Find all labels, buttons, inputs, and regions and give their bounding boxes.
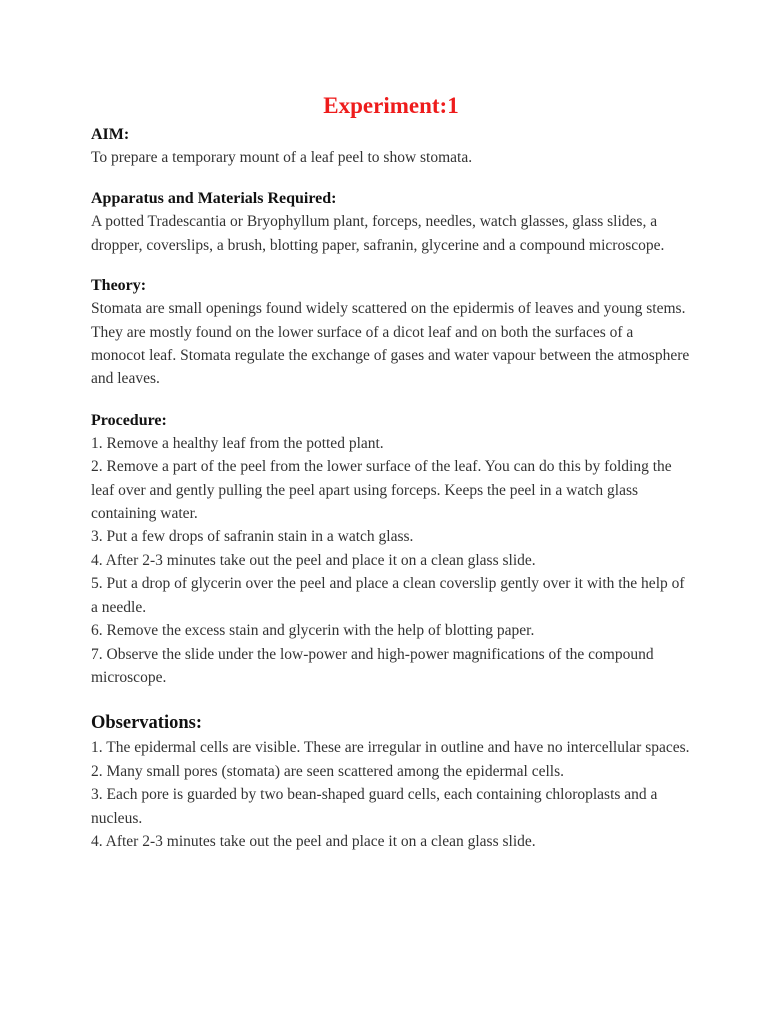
observation-item: 1. The epidermal cells are visible. These are irregular in outline and have no intercellular spaces.: [91, 739, 690, 757]
observation-item: 2. Many small pores (stomata) are seen scattered among the epidermal cells.: [91, 762, 565, 780]
document-page: [91, 91, 691, 853]
observations-section: [91, 711, 691, 853]
procedure-step: 4. After 2-3 minutes take out the peel and place it on a clean glass slide.: [91, 551, 536, 569]
apparatus-text: A potted Tradescantia or Bryophyllum plant, forceps, needles, watch glasses, glass slides, a dropper, coverslips, a brush, blotting paper, safranin, glycerine and a compound microscope.: [91, 213, 665, 254]
apparatus-heading: Apparatus and Materials Required:: [91, 190, 337, 208]
observation-item: 4. After 2-3 minutes take out the peel and place it on a clean glass slide.: [91, 832, 536, 850]
procedure-step: 2. Remove a part of the peel from the lower surface of the leaf. You can do this by folding the leaf over and gently pulling the peel apart using forceps. Keeps the peel in a watch glass containing water.: [91, 458, 672, 523]
observations-heading: Observations:: [91, 713, 202, 734]
theory-text: Stomata are small openings found widely scattered on the epidermis of leaves and young stems. They are mostly found on the lower surface of a dicot leaf and on both the surfaces of a monocot leaf. Stomata regulate the exchange of gases and water vapour between the atmosphere and leaves.: [91, 300, 690, 388]
procedure-step: 3. Put a few drops of safranin stain in a watch glass.: [91, 528, 414, 546]
procedure-step: 1. Remove a healthy leaf from the potted plant.: [91, 434, 384, 452]
procedure-section: [91, 409, 691, 689]
procedure-step: 6. Remove the excess stain and glycerin with the help of blotting paper.: [91, 622, 535, 640]
theory-heading: Theory:: [91, 277, 147, 295]
aim-section: [91, 123, 691, 169]
procedure-heading: Procedure:: [91, 411, 167, 429]
aim-heading: AIM:: [91, 126, 130, 143]
procedure-step: 7. Observe the slide under the low-power and high-power magnifications of the compound microscope.: [91, 645, 654, 686]
aim-text: To prepare a temporary mount of a leaf peel to show stomata.: [91, 149, 473, 166]
experiment-title: Experiment:1: [323, 93, 459, 118]
observation-item: 3. Each pore is guarded by two bean-shaped guard cells, each containing chloroplasts and a nucleus.: [91, 786, 658, 827]
apparatus-section: [91, 187, 691, 257]
theory-section: [91, 274, 691, 391]
procedure-step: 5. Put a drop of glycerin over the peel and place a clean coverslip gently over it with the help of a needle.: [91, 575, 685, 616]
